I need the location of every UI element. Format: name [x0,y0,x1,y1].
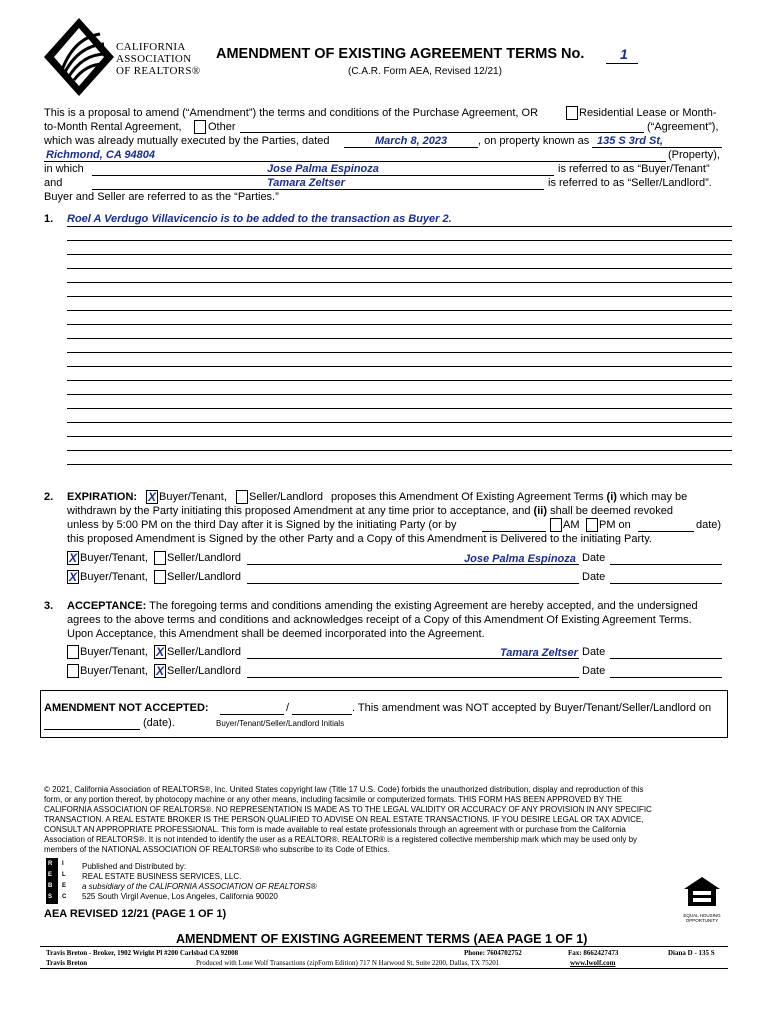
intro-line-3: which was already mutually executed by the Parties, dated [44,135,330,147]
section-1-blank-line[interactable] [67,464,732,465]
sig3b-buyer-checkbox[interactable] [67,664,79,678]
footer-rule-bottom [40,968,728,969]
section-1-blank-line[interactable] [67,324,732,325]
expiration-text-1 [331,490,687,504]
agreement-date-field[interactable]: March 8, 2023 [375,135,448,147]
publisher-line-3: a subsidiary of the CALIFORNIA ASSOCIATION OF REALTORS® [82,882,317,891]
sig3b-date-line[interactable] [610,677,722,678]
intro-line-2: to-Month Rental Agreement, [44,121,182,133]
section-1-blank-line[interactable] [67,240,732,241]
other-checkbox[interactable] [194,120,206,134]
seller-role-label: is referred to as “Seller/Landlord”. [548,177,712,189]
title-text: AMENDMENT OF EXISTING AGREEMENT TERMS No. [216,46,585,62]
section-2-number: 2. [44,491,54,503]
rebs-letter-2b: L [62,872,66,878]
form-revision: AEA REVISED 12/21 (PAGE 1 OF 1) [44,908,227,920]
equal-housing-line-2: OPPORTUNITY [685,918,719,923]
rebs-logo-letters [48,859,52,903]
agreement-label: (“Agreement”), [647,121,719,133]
intro-line-1 [44,106,538,120]
section-1-number: 1. [44,213,54,225]
section-1-text-field[interactable]: Roel A Verdugo Villavicencio is to be added to the transaction as Buyer 2. [67,213,452,225]
section-1-blank-line[interactable] [67,254,732,255]
parties-text: Buyer and Seller are referred to as the “Parties.” [44,191,279,203]
broker-info: Travis Breton - Broker, 1902 Wright Pl #200 Carlsbad CA 92008 [46,949,239,957]
not-accepted-text: . This amendment was NOT accepted by Buyer/Tenant/Seller/Landlord on [352,702,712,714]
agent-name: Travis Breton [46,959,88,967]
car-logo [44,18,114,96]
copyright-line-1: © 2021, California Association of REALTORS®, Inc. United States copyright law (Title 17 U.S. Code) forbids the unauthorized distribution, display and reproduction of this [44,785,644,794]
sig2a-name: Jose Palma Espinoza [464,553,576,565]
publisher-block [82,862,317,902]
residential-lease-checkbox[interactable] [566,106,578,120]
amendment-number-line [606,63,638,64]
page-title [216,46,584,62]
sig3b-seller-checkbox[interactable]: X [155,664,164,678]
residential-lease-label: Residential Lease or Month- [579,107,717,119]
sig3b-seller-label: Seller/Landlord [167,665,241,677]
expiration-seller-label: Seller/Landlord [249,491,323,503]
equal-housing-text [682,913,722,923]
section-1-blank-line[interactable] [67,226,732,227]
expiration-text-4: this proposed Amendment is Signed by the other Party and a Copy of this Amendment is Delivered to the initiating Party. [67,533,652,545]
expiration-text-2 [67,504,673,518]
sig2a-buyer-label: Buyer/Tenant, [80,552,148,564]
seller-name-field[interactable]: Tamara Zeltser [267,177,345,189]
buyer-role-label: is referred to as “Buyer/Tenant” [558,163,710,175]
expiration-heading: EXPIRATION: [67,491,138,503]
expiration-text-3: unless by 5:00 PM on the third Day after it is Signed by the initiating Party (or by [67,519,457,531]
section-1-blank-line[interactable] [67,268,732,269]
document-name: Diana D - 135 S [668,949,715,957]
pm-checkbox[interactable] [586,518,598,532]
and-label: and [44,177,63,189]
intro-text: This is a proposal to amend (“Amendment”) the terms and conditions of the Purchase Agreement, OR [44,107,539,119]
sig3a-seller-checkbox[interactable]: X [155,645,164,659]
sig3b-date-label: Date [582,665,606,677]
form-subtitle: (C.A.R. Form AEA, Revised 12/21) [348,66,502,77]
section-1-blank-line[interactable] [67,366,732,367]
not-accepted-heading: AMENDMENT NOT ACCEPTED: [44,702,209,714]
section-1-blank-line[interactable] [67,310,732,311]
agreement-date-line [344,147,478,148]
rebs-letter-r: R [48,861,53,867]
section-1-blank-line[interactable] [67,338,732,339]
section-1-blank-line[interactable] [67,394,732,395]
pm-label: PM on [599,519,631,531]
copyright-line-2: form, or any portion thereof, by photocopy machine or any other means, including facsimile or computerized formats. THIS FORM HAS BEEN APPROVED BY THE [44,795,623,804]
logo-line-3: OF REALTORS® [116,65,201,77]
rebs-letter-2c: E [62,883,67,889]
sig2b-date-line[interactable] [610,583,722,584]
sig3a-buyer-label: Buyer/Tenant, [80,646,148,658]
expiration-ii: (ii) [533,505,547,517]
property-label: (Property), [668,149,720,161]
section-1-blank-line[interactable] [67,282,732,283]
website-link[interactable]: www.lwolf.com [570,959,616,967]
car-logo-text [116,41,200,77]
sig3a-date-line[interactable] [610,658,722,659]
property-address-field-1[interactable]: 135 S 3rd St, [597,135,664,147]
acceptance-line-1 [67,599,698,613]
rebs-letter-2d: C [62,894,67,900]
sig3a-date-label: Date [582,646,606,658]
logo-line-2: ASSOCIATION [116,53,192,65]
expiration-seller-checkbox[interactable] [236,490,248,504]
sig3b-signature-line[interactable] [247,677,579,678]
section-1-blank-line[interactable] [67,436,732,437]
expiration-withdrawn: withdrawn by the Party initiating this proposed Amendment at any time prior to acceptance, and [67,505,531,517]
amendment-number[interactable]: 1 [620,46,628,62]
copyright-line-6: Association of REALTORS®. It is not intended to identify the user as a REALTOR®. REALTOR® is a registered collective membership mark which may be used only by [44,835,638,844]
rebs-logo [46,858,74,904]
initials-line-1[interactable] [220,714,284,715]
initials-slash: / [286,702,290,714]
publisher-line-2: REAL ESTATE BUSINESS SERVICES, LLC. [82,872,242,881]
sig3a-buyer-checkbox[interactable] [67,645,79,659]
expiration-date-word: date) [696,519,722,531]
copyright-line-4: TRANSACTION. A REAL ESTATE BROKER IS THE PERSON QUALIFIED TO ADVISE ON REAL ESTATE TRANSACTIONS. IF YOU DESIRE LEGAL OR TAX ADVICE, [44,815,644,824]
produced-by: Produced with Lone Wolf Transactions (zipForm Edition) 717 N Harwood St, Suite 2200, Dallas, TX 75201 [196,959,500,967]
section-1-blank-line[interactable] [67,408,732,409]
sig2b-signature-line[interactable] [247,583,579,584]
expiration-buyer-label: Buyer/Tenant, [159,491,227,503]
sig2b-seller-checkbox[interactable] [154,570,166,584]
other-field-line[interactable] [240,132,644,133]
copyright-line-7: members of the NATIONAL ASSOCIATION OF REALTORS® who subscribe to its Code of Ethics. [44,845,390,854]
am-checkbox[interactable] [550,518,562,532]
rebs-letter-2a: I [62,861,64,867]
acceptance-line-3: Upon Acceptance, this Amendment shall be deemed incorporated into the Agreement. [67,628,485,640]
sig3a-name: Tamara Zeltser [500,647,578,659]
section-1-blank-line[interactable] [67,380,732,381]
logo-line-1: CALIFORNIA [116,41,186,53]
broker-fax: Fax: 8662427473 [568,949,619,957]
sig2a-seller-label: Seller/Landlord [167,552,241,564]
section-1-blank-line[interactable] [67,450,732,451]
initials-line-2[interactable] [292,714,352,715]
not-accepted-date-line[interactable] [44,729,140,730]
equal-housing-icon [682,876,722,908]
sig2a-seller-checkbox[interactable] [154,551,166,565]
other-label: Other [208,121,236,133]
publisher-line-4: 525 South Virgil Avenue, Los Angeles, California 90020 [82,892,278,901]
bottom-title: AMENDMENT OF EXISTING AGREEMENT TERMS (AEA PAGE 1 OF 1) [176,932,588,946]
sig2b-date-label: Date [582,571,606,583]
section-1-blank-line[interactable] [67,296,732,297]
equal-housing-line-1: EQUAL HOUSING [683,913,721,918]
acceptance-text-1: The foregoing terms and conditions amending the existing Agreement are hereby accepted, and the undersigned [149,600,698,612]
car-logo-icon [44,18,114,96]
sig2b-seller-label: Seller/Landlord [167,571,241,583]
expiration-may-be: which may be [620,491,688,503]
sig2b-buyer-checkbox[interactable]: X [68,570,77,584]
expiration-proposes: proposes this Amendment Of Existing Agreement Terms [331,491,604,503]
broker-phone: Phone: 7604702752 [464,949,522,957]
property-address-field-2[interactable]: Richmond, CA 94804 [46,149,156,161]
sig2b-buyer-label: Buyer/Tenant, [80,571,148,583]
sig3b-buyer-label: Buyer/Tenant, [80,665,148,677]
initials-caption: Buyer/Tenant/Seller/Landlord Initials [216,719,345,728]
buyer-name-field[interactable]: Jose Palma Espinoza [267,163,379,175]
acceptance-line-2: agrees to the above terms and conditions and acknowledges receipt of a Copy of this Amendment Of Existing Agreement Terms. [67,614,692,626]
sig2a-buyer-checkbox[interactable]: X [68,551,77,565]
section-1-blank-line[interactable] [67,352,732,353]
in-which-label: in which [44,163,84,175]
rebs-letter-b: B [48,883,53,889]
sig2a-date-line[interactable] [610,564,722,565]
expiration-i: (i) [606,491,617,503]
copyright-line-3: CALIFORNIA ASSOCIATION OF REALTORS®. NO REPRESENTATION IS MADE AS TO THE LEGAL VALIDITY OR ACCURACY OF ANY PROVISION IN ANY SPECIFIC [44,805,652,814]
acceptance-heading: ACCEPTANCE: [67,600,147,612]
copyright-block [44,785,724,855]
rebs-letter-e: E [48,872,53,878]
section-1-blank-line[interactable] [67,422,732,423]
sig3a-seller-label: Seller/Landlord [167,646,241,658]
rebs-letter-s: S [48,894,53,900]
rebs-logo-letters-2 [62,859,66,903]
not-accepted-date-word: (date). [143,717,175,729]
footer-bar [40,947,728,969]
sig2a-date-label: Date [582,552,606,564]
am-label: AM [563,519,580,531]
property-known-label: , on property known as [478,135,590,147]
copyright-line-5: CONSULT AN APPROPRIATE PROFESSIONAL. This form is made available to real estate professionals through an agreement with or purchase from the California [44,825,626,834]
section-3-number: 3. [44,600,54,612]
equal-housing-logo [682,876,722,922]
expiration-revoked: shall be deemed revoked [550,505,673,517]
publisher-line-1: Published and Distributed by: [82,862,187,871]
expiration-buyer-checkbox[interactable]: X [147,490,156,504]
